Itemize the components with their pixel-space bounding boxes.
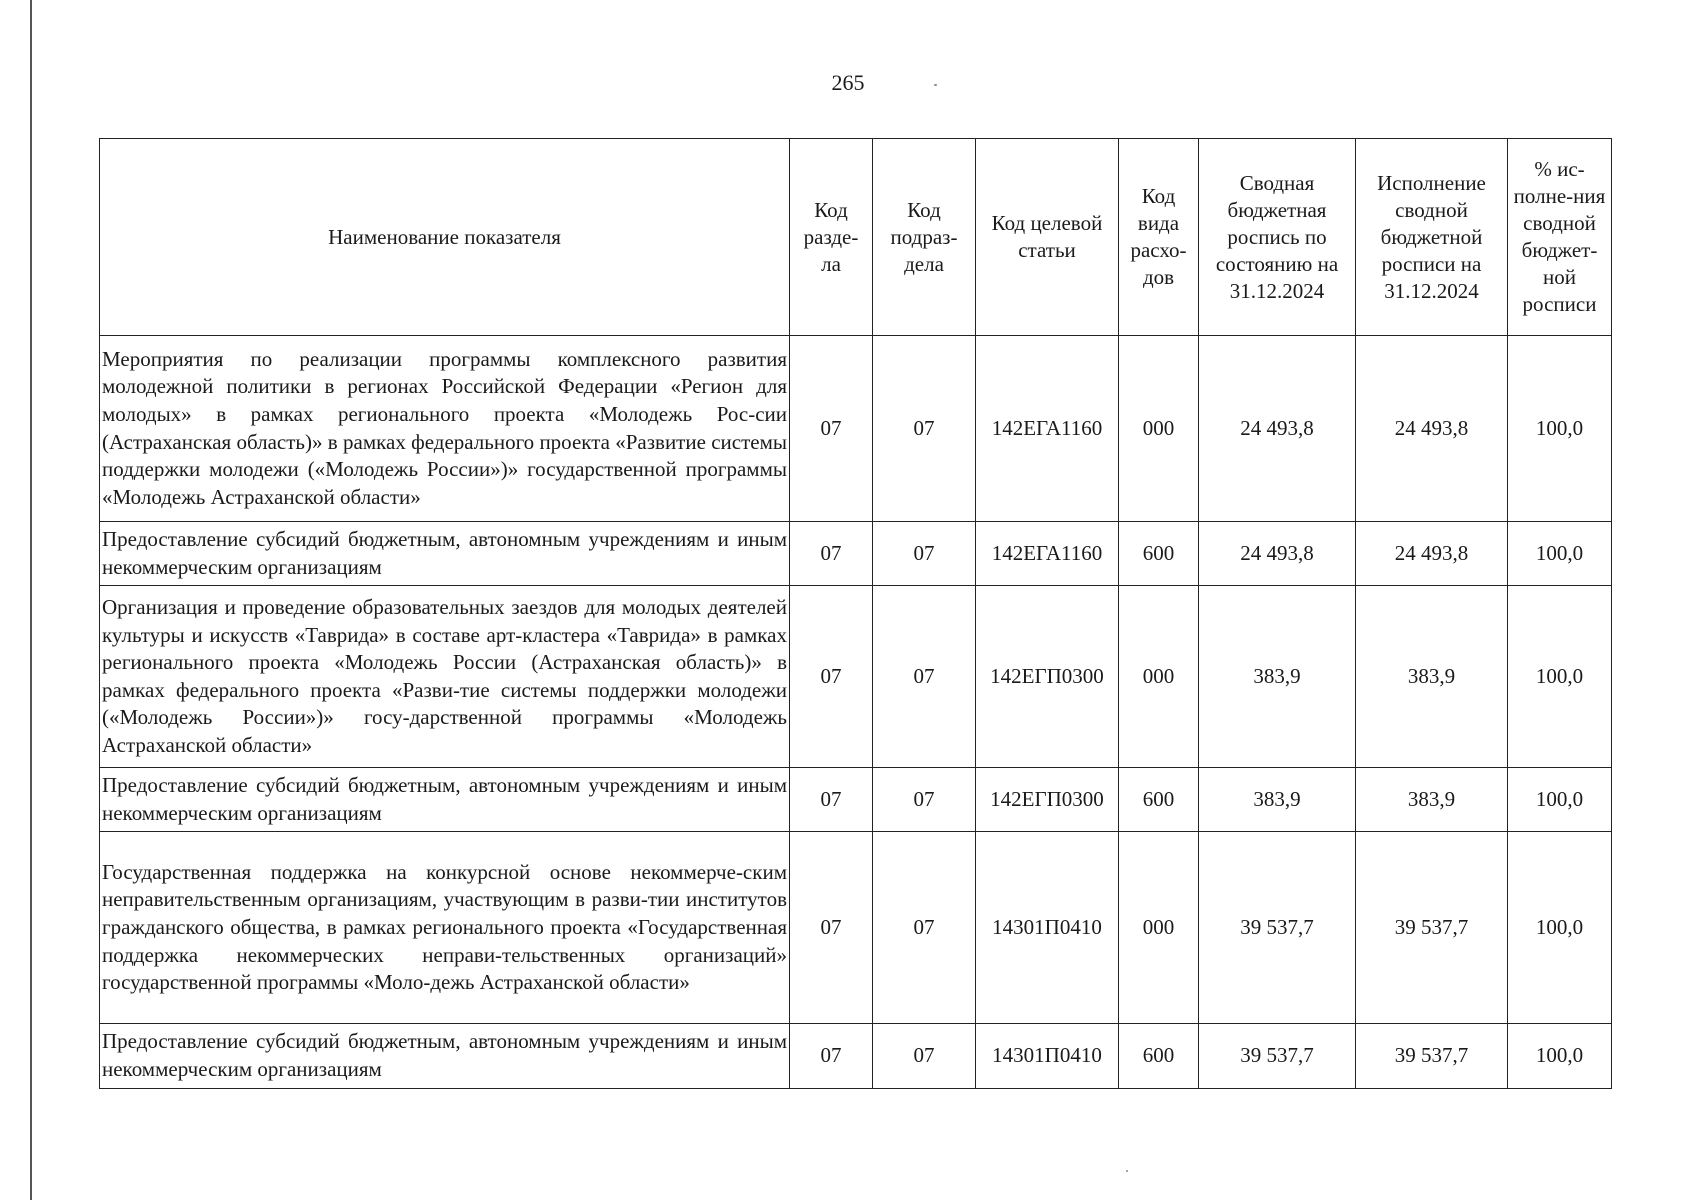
header-subsection-code: Код подраз-дела — [873, 139, 976, 336]
table-row — [100, 768, 1612, 832]
row-target-code: 14301П0410 — [976, 1024, 1119, 1088]
table-body — [100, 336, 1612, 1089]
row-executed-budget: 39 537,7 — [1356, 1024, 1508, 1088]
header-execution-percent: % ис-полне-ния сводной бюджет-ной росписи — [1508, 139, 1612, 336]
header-row — [100, 139, 1612, 336]
scan-edge-line — [30, 0, 32, 1200]
row-subsection-code: 07 — [873, 586, 976, 768]
table-row — [100, 1024, 1612, 1088]
row-section-code: 07 — [790, 768, 873, 832]
row-subsection-code: 07 — [873, 336, 976, 522]
row-execution-percent: 100,0 — [1508, 768, 1612, 832]
header-indicator-name: Наименование показателя — [100, 139, 790, 336]
row-planned-budget: 24 493,8 — [1199, 522, 1356, 586]
row-expense-type-code: 000 — [1119, 832, 1199, 1024]
row-expense-type-code: 600 — [1119, 768, 1199, 832]
row-indicator-name: Предоставление субсидий бюджетным, автономным учреждениям и иным некоммерческим организациям — [100, 1024, 790, 1088]
table-row — [100, 336, 1612, 522]
row-planned-budget: 24 493,8 — [1199, 336, 1356, 522]
row-expense-type-code: 000 — [1119, 336, 1199, 522]
row-execution-percent: 100,0 — [1508, 832, 1612, 1024]
header-planned-budget: Сводная бюджетная роспись по состоянию на 31.12.2024 — [1199, 139, 1356, 336]
row-planned-budget: 383,9 — [1199, 768, 1356, 832]
row-executed-budget: 24 493,8 — [1356, 336, 1508, 522]
row-target-code: 142ЕГП0300 — [976, 768, 1119, 832]
row-expense-type-code: 600 — [1119, 522, 1199, 586]
row-target-code: 142ЕГА1160 — [976, 336, 1119, 522]
header-target-code: Код целевой статьи — [976, 139, 1119, 336]
row-executed-budget: 39 537,7 — [1356, 832, 1508, 1024]
row-expense-type-code: 600 — [1119, 1024, 1199, 1088]
row-executed-budget: 383,9 — [1356, 768, 1508, 832]
row-planned-budget: 39 537,7 — [1199, 832, 1356, 1024]
table-row — [100, 522, 1612, 586]
row-expense-type-code: 000 — [1119, 586, 1199, 768]
row-section-code: 07 — [790, 832, 873, 1024]
table-row — [100, 586, 1612, 768]
row-planned-budget: 39 537,7 — [1199, 1024, 1356, 1088]
header-expense-type-code: Код вида расхо-дов — [1119, 139, 1199, 336]
row-indicator-name: Мероприятия по реализации программы комплексного развития молодежной политики в регионах Российской Федерации «Регион для молодых» в рамках регионального проекта «Молодежь Рос-сии (Астраханская область)» в рамках федерального проекта «Развитие системы поддержки молодежи («Молодежь России»)» государственной программы «Молодежь Астраханской области» — [100, 336, 790, 522]
table-row — [100, 832, 1612, 1024]
row-indicator-name: Предоставление субсидий бюджетным, автономным учреждениям и иным некоммерческим организациям — [100, 522, 790, 586]
row-section-code: 07 — [790, 1024, 873, 1088]
row-execution-percent: 100,0 — [1508, 1024, 1612, 1088]
table-header — [100, 139, 1612, 336]
row-planned-budget: 383,9 — [1199, 586, 1356, 768]
row-target-code: 142ЕГА1160 — [976, 522, 1119, 586]
row-subsection-code: 07 — [873, 522, 976, 586]
row-subsection-code: 07 — [873, 832, 976, 1024]
row-execution-percent: 100,0 — [1508, 586, 1612, 768]
row-subsection-code: 07 — [873, 1024, 976, 1088]
row-subsection-code: 07 — [873, 768, 976, 832]
budget-table — [99, 138, 1612, 1089]
row-section-code: 07 — [790, 586, 873, 768]
row-execution-percent: 100,0 — [1508, 522, 1612, 586]
header-section-code: Код разде-ла — [790, 139, 873, 336]
row-executed-budget: 24 493,8 — [1356, 522, 1508, 586]
row-section-code: 07 — [790, 336, 873, 522]
row-target-code: 14301П0410 — [976, 832, 1119, 1024]
row-executed-budget: 383,9 — [1356, 586, 1508, 768]
row-execution-percent: 100,0 — [1508, 336, 1612, 522]
row-indicator-name: Государственная поддержка на конкурсной основе некоммерче-ским неправительственным организациям, участвующим в разви-тии институтов гражданского общества, в рамках регионального проекта «Государственная поддержка некоммерческих неправи-тельственных организаций» государственной программы «Моло-дежь Астраханской области» — [100, 832, 790, 1024]
row-section-code: 07 — [790, 522, 873, 586]
scan-speck — [1126, 1170, 1128, 1172]
row-target-code: 142ЕГП0300 — [976, 586, 1119, 768]
page-number: 265 — [831, 70, 865, 95]
header-executed-budget: Исполнение сводной бюджетной росписи на 31.12.2024 — [1356, 139, 1508, 336]
row-indicator-name: Предоставление субсидий бюджетным, автономным учреждениям и иным некоммерческим организациям — [100, 768, 790, 832]
row-indicator-name: Организация и проведение образовательных заездов для молодых деятелей культуры и искусств «Таврида» в составе арт-кластера «Таврида» в рамках регионального проекта «Молодежь России (Астраханская область)» в рамках федерального проекта «Разви-тие системы поддержки молодежи («Молодежь России»)» госу-дарственной программы «Молодежь Астраханской области» — [100, 586, 790, 768]
